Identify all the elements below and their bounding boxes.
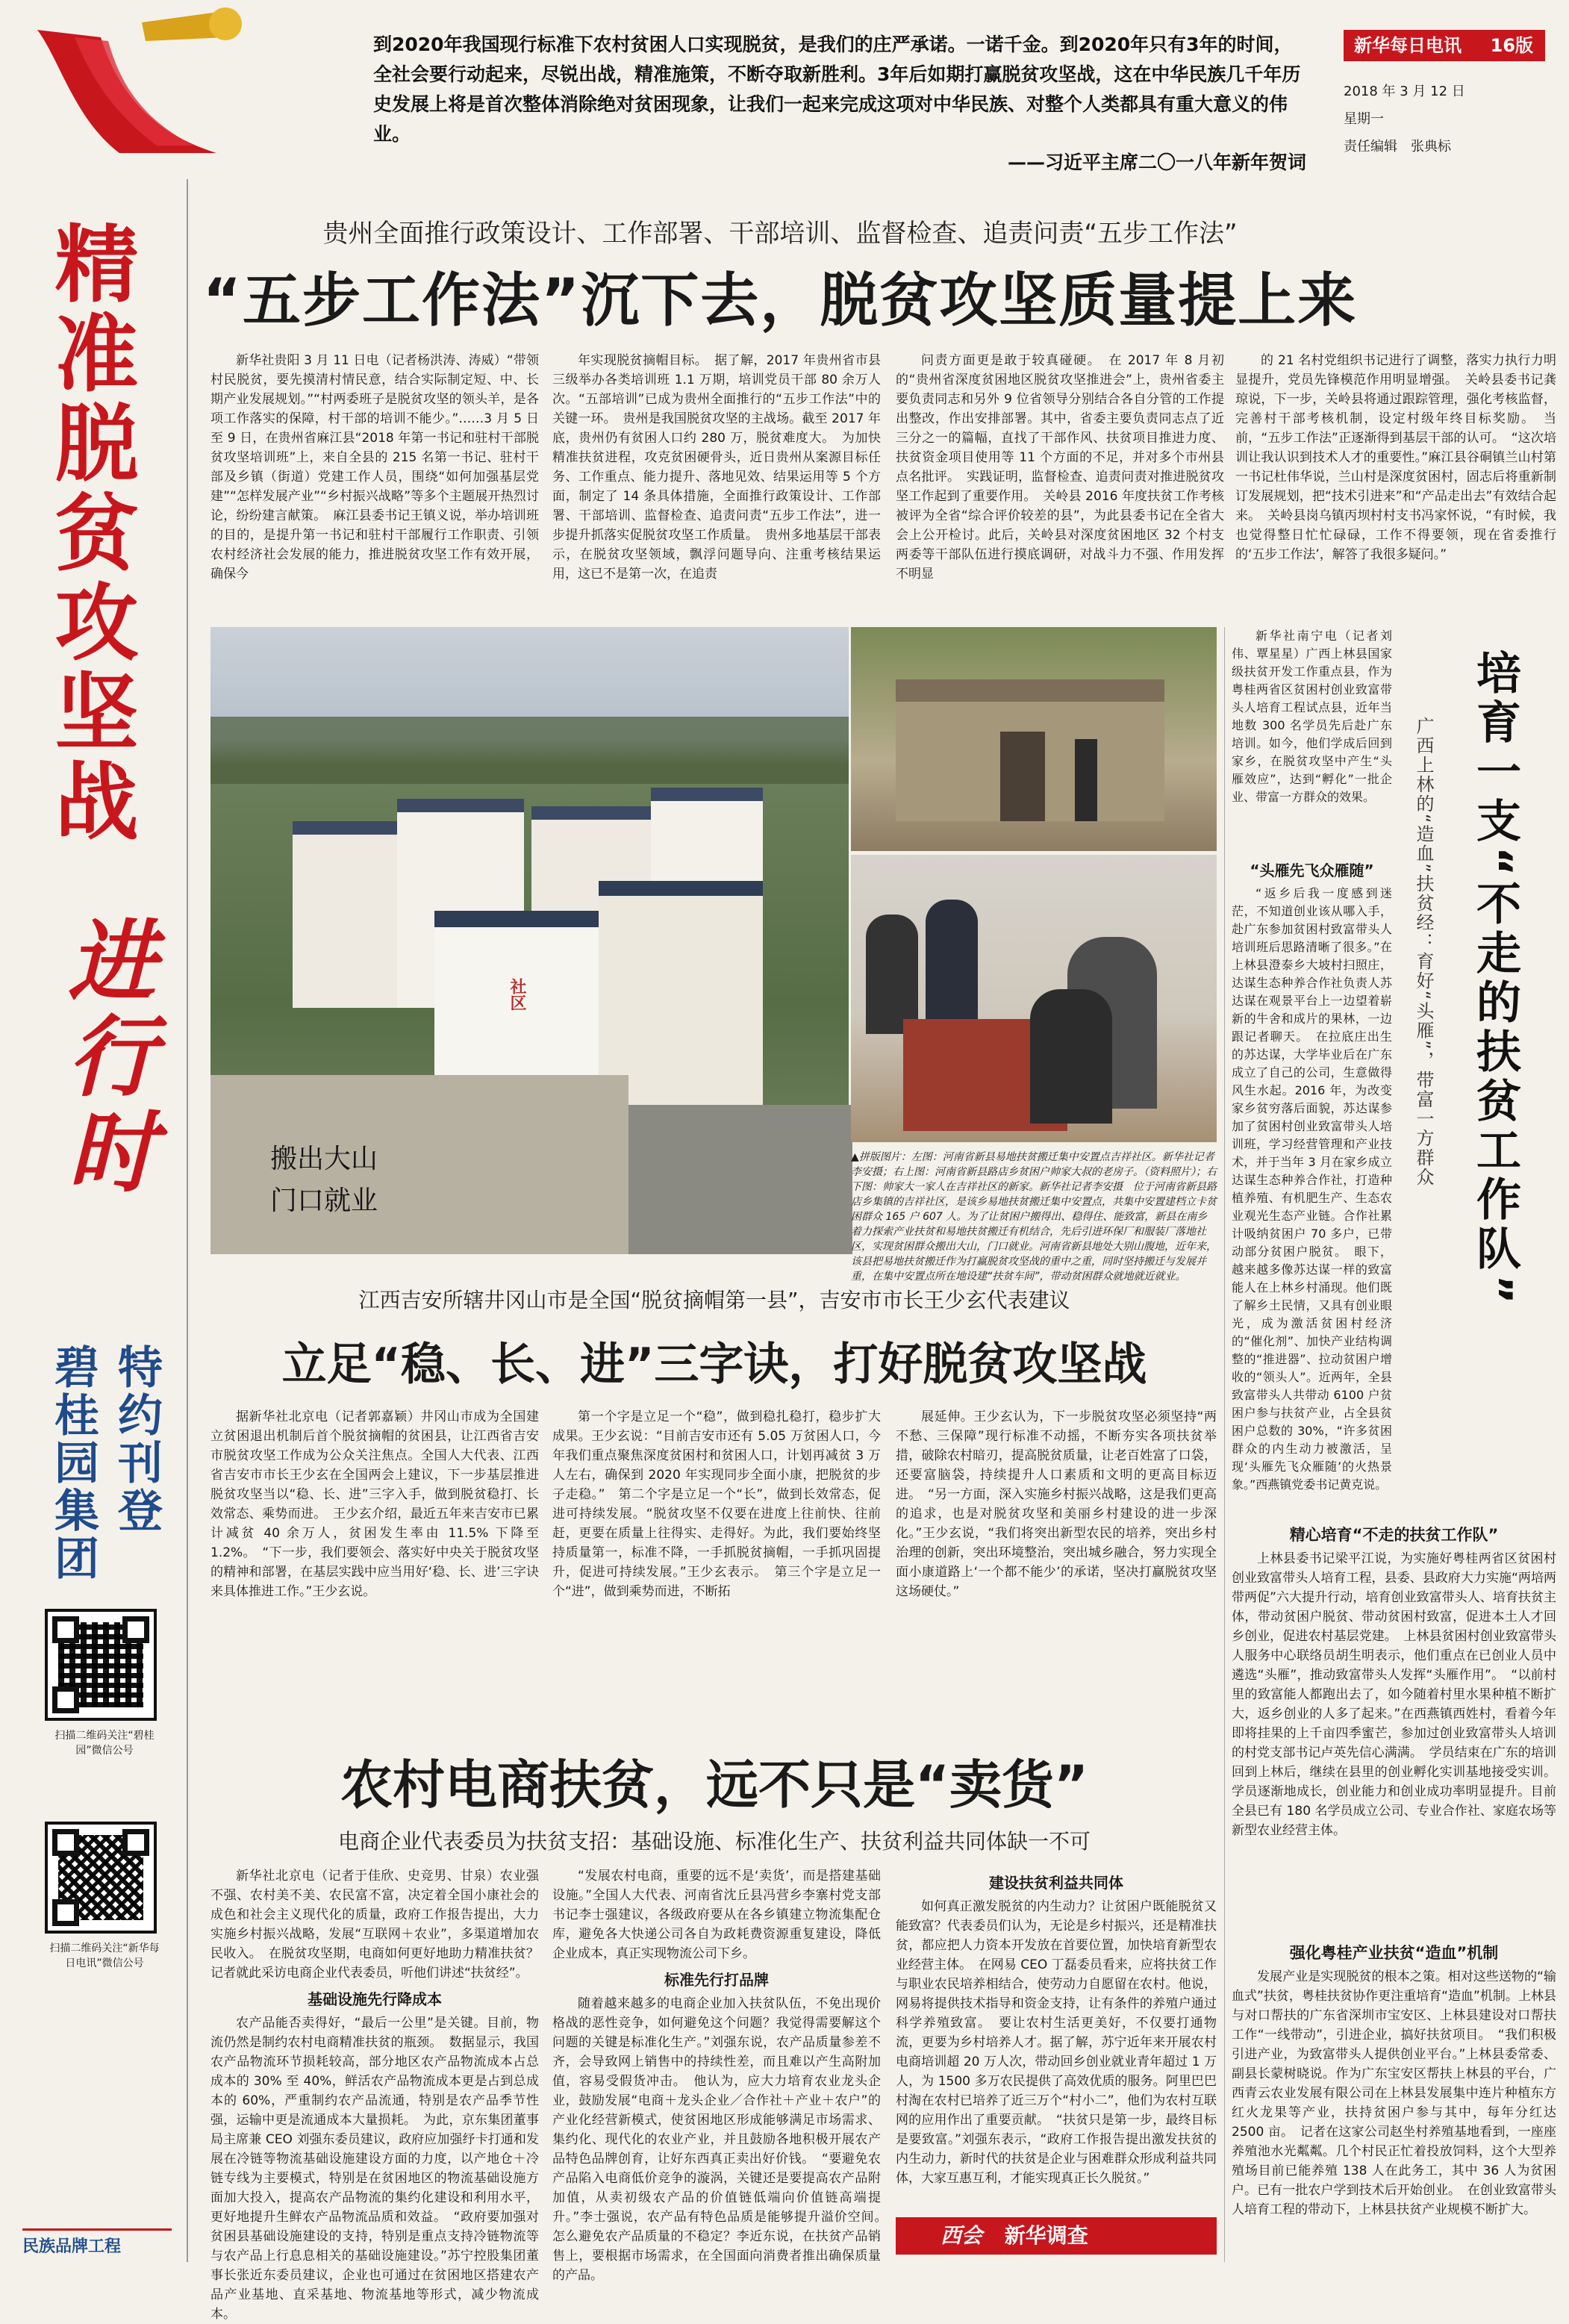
article1-col3: 问责方面更是敢于较真碰硬。 在 2017 年 8 月初的“贵州省深度贫困地区脱贫攻坚推进会”上，贵州省委主要负责同志和另外 9 位省领导分别结合各自分管的工作提出整改，作出安排部署。其中，省委主要负责同志点了近三分之一的篇幅，直找了干部作风、扶贫项目推进力度、扶贫资金项目使用等 11 个方面的不足，并对多个市州县点名批评。 实践证明，监督检查、追责问责对推进脱贫攻坚工作起到了重要作用。 关岭县 2016 年度扶贫工作考核被评为全省“综合评价较差的县”，为此县委书记在全省大会上公开检讨。此后，关岭县对深度贫困地区 32 个村支两委等干部队伍进行摸底调研，对战斗力不强、作用发挥不明显 bbox=[896, 353, 1224, 582]
article4-col1-sub: 基础设施先行降成本 bbox=[308, 1990, 442, 2008]
article3-col2: 第一个字是立足一个“稳”，做到稳扎稳打，稳步扩大成果。王少玄说：“目前吉安市还有 5.05 万贫困人口，今年我们重点聚焦深度贫困村和贫困人口，计划再减贫 3 万人左右，确保到 2020 年实现同步全面小康，把脱贫的步子走稳。” 第二个字是立足一个“长”，做到长效常态，促进可持续发展。“脱贫攻坚不仅要在进度上往前快、往前赶，更要在质量上往得实、走得好。为此，我们要始终坚持质量第一，标准不降，一手抓脱贫摘帽，一手抓巩固提升，促进可持续发展。”王少玄表示。 第三个字是立足一个“进”，做到乘势而进，不断拓 bbox=[552, 1409, 881, 1599]
article2-sub3: 强化粤桂产业扶贫“造血”机制 bbox=[1289, 1944, 1499, 1962]
paper-name: 新华每日电讯 bbox=[1354, 35, 1462, 56]
article1-col1: 新华社贵阳 3 月 11 日电（记者杨洪涛、涛威）“带领村民脱贫，要先摸清村情民意，结合实际制定短、中、长期产业发展规划。”“村两委班子是脱贫攻坚的领头羊，是各项工作落实的保障，村干部的培训不能少。”……3 月 5 日至 9 日，在贵州省麻江县“2018 年第一书记和驻村干部脱贫攻坚培训班”上，来自全县的 215 名第一书记、驻村干部及乡镇（街道）党建工作人员，围绕“如何加强基层党建”“怎样发展产业”“乡村振兴战略”等多个主题展开热烈讨论，纷纷建言献策。 麻江县委书记王镇义说，举办培训班的目的，是提升第一书记和驻村干部履行工作职责、引领农村经济社会发展的能力，推进脱贫攻坚工作有效开展，确保今 bbox=[210, 353, 539, 582]
sidebar-special: 特约刊登 bbox=[110, 1344, 163, 1535]
column-divider-right bbox=[1224, 627, 1225, 2262]
photo-overlay-caption: 搬出大山 门口就业 bbox=[270, 1144, 378, 1216]
article4-col2-sub: 标准先行打品牌 bbox=[664, 1971, 769, 1989]
article3-headline: 立足“稳、长、进”三字诀，打好脱贫攻坚战 bbox=[281, 1339, 1147, 1391]
qr-code-biguiyuan[interactable] bbox=[45, 1609, 157, 1721]
sidebar-divider bbox=[187, 179, 188, 2262]
article4-kicker: 电商企业代表委员为扶贫支招：基础设施、标准化生产、扶贫利益共同体缺一不可 bbox=[337, 1829, 1091, 1854]
article3-col1: 据新华社北京电（记者郭嘉颖）井冈山市成为全国建立贫困退出机制后首个脱贫摘帽的贫困县，让江西省吉安市脱贫攻坚工作成为公众关注焦点。全国人大代表、江西省吉安市市长王少玄在全国两会上建议，下一步基层推进脱贫攻坚当以“稳、长、进”三字入手，做到脱贫稳打、长效常态、乘势而进。 王少玄介绍，最近五年来吉安市已累计减贫 40 余万人，贫困发生率由 11.5% 下降至 1.2%。 “下一步，我们要领会、落实好中央关于脱贫攻坚的精神和部署，在基层实践中应当用好‘稳、长、进’三字诀来具体推进工作。”王少玄说。 bbox=[210, 1409, 539, 1599]
article2-intro: 新华社南宁电（记者刘伟、覃星星）广西上林县国家级扶贫开发工作重点县，作为粤桂两省区贫困村创业致富带头人培育工程试点县，近年当地数 300 名学员先后赴广东培训。如今，他们学成后回到家乡，在脱贫攻坚中产生“头雁效应”，达到“孵化”一批企业、带富一方群众的效果。 bbox=[1232, 629, 1392, 804]
article4-col3-sub: 建设扶贫利益共同体 bbox=[989, 1874, 1123, 1892]
photo-caption: ▲拼版图片：左图：河南省新县易地扶贫搬迁集中安置点吉祥社区。新华社记者李安摄；右上图：河南省新县路店乡贫困户帅家大叔的老房子。（资料照片）；右下图：帅家大一家人在吉祥社区的新家。新华社记者李安摄 位于河南省新县路店乡集镇的吉祥社区，是该乡易地扶贫搬迁集中安置点，共集中安置建档立卡贫困群众 165 户 607 人。为了让贫困户搬得出、稳得住、能致富，新县在南乡着力探索产业扶贫和易地扶贫搬迁有机结合，先后引进环保厂和服装厂落地社区，实现贫困群众搬出大山，门口就业。河南省新县地处大别山腹地，近年来，该县把易地扶贫搬迁作为打赢脱贫攻坚战的重中之重，同时坚持搬迁与发展并重，在集中安置点所在地设建“扶贫车间”，带动贫困群众就地就近就业。 bbox=[851, 1151, 1217, 1283]
survey-label: 新华调查 bbox=[1004, 2223, 1088, 2248]
article4-col2: “发展农村电商，重要的远不是‘卖货’，而是搭建基础设施。”全国人大代表、河南省沈丘县冯营乡李寨村党支部书记李士强建议，各级政府要从在各乡镇建立物流集配仓库，避免各大快递公司各自为政耗费资源重复建设，降低企业成本，真正实现物流公司下乡。 标准先行打品牌 随着越来越多的电商企业加入扶贫队伍，不免出现价格战的恶性竞争，如何避免这个问题？我觉得需要解这个问题的关键是标准化生产。”刘强东说，农产品质量参差不齐，会导致网上销售中的持续性差，而且难以产生高附加值，容易受假货冲击。 他认为，应大力培育农业龙头企业，鼓励发展“电商＋龙头企业／合作社＋产业＋农户”的产业化经营新模式，使贫困地区形成能够满足市场需求、集约化、现代化的农业产业，并且鼓励各地积极开展农产品特色品牌创育，让好东西真正卖出好价钱。 “要避免农产品陷入电商低价竞争的漩涡，关键还是要提高农产品附加值，从卖初级农产品的价值链低端向价值链高端提升。”李士强说，农产品有特色品质是能够提升溢价空间。 怎么避免农产品质量的不稳定？李近东说，在扶贫产品销售上，要根据市场需求，在全国面向消费者推出确保质量的产品。 bbox=[552, 1869, 893, 2283]
qr1-caption: 扫描二维码关注“碧桂园”微信公号 bbox=[54, 1730, 155, 1757]
sidebar-title: 精准脱贫攻坚战 bbox=[41, 220, 138, 847]
article4-col1: 新华社北京电（记者于佳欣、史竞男、甘泉）农业强不强、农村美不美、农民富不富，决定着全国小康社会的成色和社会主义现代化的质量，政府工作报告提出，大力实施乡村振兴战略，发展“互联网＋农业”，多渠道增加农民收入。 在脱贫攻坚期，电商如何更好地助力精准扶贫？记者就此采访电商企业代表委员，听他们讲述“扶贫经”。 基础设施先行降成本 农产品能否卖得好，“最后一公里”是关键。目前，物流仍然是制约农村电商精准扶贫的瓶颈。 数据显示，我国农产品物流环节损耗较高，部分地区农产品物流成本占总成本的 30% 至 40%，鲜活农产品物流成本更是占到总成本的 60%，严重制约农产品流通，特别是农产品季节性强，运输中更是流通成本大量损耗。 为此，京东集团董事局主席兼 CEO 刘强东委员建议，政府应加强纾卡打通和发展在冷链等物流基础设施建设方面的力度，以产地仓＋冷链专线为主要模式，特别是在贫困地区的物流基础设施方面加大投入，提高农产品物流的集约化建设和利用水平，更好地提升生鲜农产品物流品质和效益。 “政府要加强对贫困县基础设施建设的支持，特别是重点支持冷链物流等与农产品上行息息相关的基础设施建设。”苏宁控股集团董事长张近东委员建议，企业也可通过在贫困地区搭建农产品产业基地、直采基地、物流基地等形式，减少物流成本。 bbox=[210, 1869, 539, 2322]
xinhua-survey-banner bbox=[896, 2217, 1217, 2255]
article2-para2: 上林县委书记梁平江说，为实施好粤桂两省区贫困村创业致富带头人培育工程，县委、县政府大力实施“两培两带两促”六大提升行动，培育创业致富带头人、培育扶贫主体，带动贫困户脱贫、带动贫困村致富，促进本土人才回乡创业，促进农村基层党建。 上林县贫困村创业致富带头人服务中心联络员胡生明表示，他们重点在已创业人员中遴选“头雁”，推动致富带头人发挥“头雁作用”。 “以前村里的致富能人都跑出去了，如今随着村里水果种植不断扩大，返乡创业的人多了起来。”在西燕镇西姓村，看着今年即将挂果的上千亩四季蜜芒，参加过创业致富带头人培训的村党支部书记卢英先信心满满。 学员结束在广东的培训回到上林后，继续在县里的创业孵化实训基地接受实训。学员逐渐地成长，创业能力和创业成功率明显提升。目前全县已有 180 名学员成立公司、专业合作社、家庭农场等新型农业经营主体。 bbox=[1232, 1551, 1556, 1838]
sidebar-cursive: 进行时 bbox=[53, 915, 157, 1201]
article2-deck: 广西上林的“造血”扶贫经：育好“头雁”，带富一方群众 bbox=[1413, 717, 1434, 1187]
brand-text: 民族品牌工程 bbox=[22, 2237, 122, 2256]
article2-para1: “返乡后我一度感到迷茫，不知道创业该从哪入手，赴广东参加贫困村致富带头人培训班后思路清晰了很多。”在上林县澄泰乡大坡村扫照庄，达谋生态种养合作社负责人苏达谋在观景平台上一边望着崭新的牛舍和成片的果林，一边跟记者聊天。 在拉底庄出生的苏达谋，大学毕业后在广东成立了自己的公司，生意做得风生水起。2016 年，为改变家乡贫穷落后面貌，苏达谋参加了贫困村创业致富带头人培训班，学习经营管理和产业技术，并于当年 3 月在家乡成立达谋生态种养合作社，打造种植养殖、有机肥生产、生态农业观光生态产业链。合作社累计吸纳贫困户 70 多户，已带动部分贫困户脱贫。 眼下，越来越多像苏达谋一样的致富能人在上林乡村涌现。他们既了解乡土民情，又具有创业眼光，成为激活贫困村经济的“催化剂”、加快产业结构调整的“推进器”、拉动贫困户增收的“领头人”。近两年，全县致富带头人共带动 6100 户贫困户参与扶贫产业，占全县贫困户总数的 30%，“许多贫困群众的内生动力被激活，呈现‘头雁先飞众雁随’的火热景象。”西燕镇党委书记黄克说。 bbox=[1232, 886, 1392, 1492]
article3-kicker: 江西吉安所辖井冈山市是全国“脱贫摘帽第一县”，吉安市市长王少玄代表建议 bbox=[358, 1288, 1070, 1312]
article2-para1b bbox=[1232, 1303, 1556, 1515]
masthead-editor: 责任编辑 张典标 bbox=[1344, 139, 1451, 155]
photo-family-home bbox=[851, 855, 1217, 1142]
sidebar bbox=[0, 161, 187, 2273]
photo-community-buildings bbox=[210, 627, 849, 1254]
qr-code-xinhua[interactable] bbox=[45, 1822, 157, 1934]
quote-attribution: ——习近平主席二〇一八年新年贺词 bbox=[1007, 152, 1306, 173]
masthead-paper-box bbox=[1344, 30, 1545, 61]
article1-col4: 的 21 名村党组织书记进行了调整，落实力执行力明显提升，党员先锋模范作用明显增强。 关岭县委书记龚琼说，下一步，关岭县将通过跟踪管理，强化考核监督，完善村干部考核机制，设定村级年终目标奖励。 当前，“五步工作法”正逐渐得到基层干部的认可。 “这次培训让我认识到技术人才的重要性。”麻江县谷硐镇兰山村第一书记杜伟华说，兰山村是深度贫困村，固志后将重新制订发展规划，把“技术引进来”和“产品走出去”有效结合起来。 关岭县岗乌镇丙坝村村支书冯家怀说，“有时候，我也觉得整日忙忙碌碌，工作不得要领，现在省委推行的‘五步工作法’，解答了我很多疑问。” bbox=[1235, 353, 1556, 562]
article2-sub1: “头雁先飞众雁随” bbox=[1250, 862, 1374, 879]
qr2-caption: 扫描二维码关注“新华每日电讯”微信公号 bbox=[49, 1943, 160, 1969]
photo-old-house bbox=[851, 627, 1217, 851]
article4-col3: 建设扶贫利益共同体 如何真正激发脱贫的内生动力？让贫困户既能脱贫又能致富？代表委员们认为，无论是乡村振兴，还是精准扶贫，都应把人力资本开发放在首要位置，加快培育新型农业经营主体。 在网易 CEO 丁磊委员看来，应将扶贫工作与职业农民培养相结合，使劳动力自愿留在农村。他说，网易将提供技术指导和资金支持，让有条件的养殖户通过科学养殖致富。 要让农村生活更美好，不仅要打通物流，更要为乡村培养人才。据了解，苏宁近年来开展农村电商培训超 20 万人次，带动回乡创业就业青年超过 1 万人，为 1500 多万农民提供了高效优质的服务。阿里巴巴村淘在农村已培养了近三万个“村小二”，他们为农村互联网的应用作出了重要贡献。 “扶贫只是第一步，最终目标是要致富。”刘强东表示，“政府工作报告提出激发扶贫的内生动力，新时代的扶贫是企业与困难群众形成利益共同体，大家互惠互利，才能实现真正长久脱贫。” bbox=[896, 1866, 1217, 2206]
article2-headline: 培育一支“不走的扶贫工作队” bbox=[1469, 649, 1521, 1309]
article1-kicker: 贵州全面推行政策设计、工作部署、干部培训、监督检查、追责问责“五步工作法” bbox=[322, 219, 1238, 249]
article1-headline: “五步工作法”沉下去，脱贫攻坚质量提上来 bbox=[202, 267, 1358, 334]
trumpet-emblem bbox=[30, 7, 239, 157]
masthead-quote bbox=[373, 30, 1306, 178]
article2-para3: 发展产业是实现脱贫的根本之策。相对这些送物的“输血式”扶贫，粤桂扶贫协作更注重培育“造血”机制。上林县与对口帮扶的广东省深圳市宝安区、上林县建设对口帮扶工作“一线带动”，引进企业，搞好扶贫项目。 “我们积极引进产业，为致富带头人提供创业平台。”上林县委常委、副县长蒙树晓说。作为广东宝安区帮扶上林县的平台，广西青云农业发展有限公司在上林县发展集中连片种植东方红火龙果等产业，扶持贫困户参与其中，每年分红达 2500 亩。 记者在这家公司赵坐村养殖基地看到，一座座养殖池水光粼粼。几个村民正忙着投放饲料，这个大型养殖场目前已能养殖 138 人在此务工，其中 36 人为贫困户。已有一批农户学到技术后开始创业。 在创业致富带头人培育工程的带动下，上林县扶贫产业规模不断扩大。 bbox=[1232, 1969, 1556, 2217]
sidebar-sponsor: 碧桂园集团 bbox=[47, 1344, 99, 1583]
article4-headline: 农村电商扶贫，远不只是“卖货” bbox=[340, 1754, 1088, 1816]
article3-col3: 展延伸。王少玄认为，下一步脱贫攻坚必须坚持“两不愁、三保障”现行标准不动摇，不断夯实各项扶贫举措，破除农村暗刃，提高脱贫质量，让老百姓富了口袋，还要富脑袋，持续提升人口素质和文明的更高目标迈进。 “另一方面，深入实施乡村振兴战略，这是我们更高的追求，也是对脱贫攻坚和美丽乡村建设的进一步深化。”王少玄说，“我们将突出新型农民的培养，突出乡村治理的创新，突出环境整治，突出城乡融合，努力实现全面小康道路上‘一个都不能少’的承诺，坚决打赢脱贫攻坚这场硬仗。” bbox=[896, 1409, 1217, 1599]
brand-logo bbox=[22, 2228, 172, 2258]
masthead-weekday: 星期一 bbox=[1344, 111, 1384, 127]
masthead-date: 2018 年 3 月 12 日 bbox=[1344, 84, 1465, 99]
page-number: 16版 bbox=[1490, 35, 1533, 56]
quote-text: 到2020年我国现行标准下农村贫困人口实现脱贫，是我们的庄严承诺。一诺千金。到2020年只有3年的时间，全社会要行动起来，尽锐出战，精准施策，不断夺取新胜利。3年后如期打赢脱贫攻坚战，这在中华民族几千年历史发展上将是首次整体消除绝对贫困现象，让我们一起来完成这项对中华民族、对整个人类都具有重大意义的伟业。 bbox=[373, 34, 1301, 145]
masthead bbox=[0, 0, 1569, 173]
survey-logo: 西会 bbox=[941, 2223, 983, 2248]
community-sign: 社区 bbox=[508, 978, 526, 1011]
article2-sub2: 精心培育“不走的扶贫工作队” bbox=[1289, 1526, 1499, 1544]
article1-col2: 年实现脱贫摘帽目标。 据了解，2017 年贵州省市县三级举办各类培训班 1.1 万期，培训党员干部 80 余万人次。“五部培训”已成为贵州全面推行的“五步工作法”中的关键一环。 贵州是我国脱贫攻坚的主战场。截至 2017 年底，贵州仍有贫困人口约 280 万，脱贫难度大。 为加快精准扶贫进程，攻克贫困硬骨头，近日贵州从案源目标任务、工作重点、能力提升、落地见效、结果运用等 5 个方面，制定了 14 条具体措施，全面推行政策设计、工作部署、干部培训、监督检查、追责问责“五步工作法”，进一步提升抓落实促脱贫攻坚工作质量。 贵州多地基层干部表示，在脱贫攻坚领域，飘浮问题导向、注重考核结果运用，这已不是第一次，在追责 bbox=[552, 353, 881, 582]
